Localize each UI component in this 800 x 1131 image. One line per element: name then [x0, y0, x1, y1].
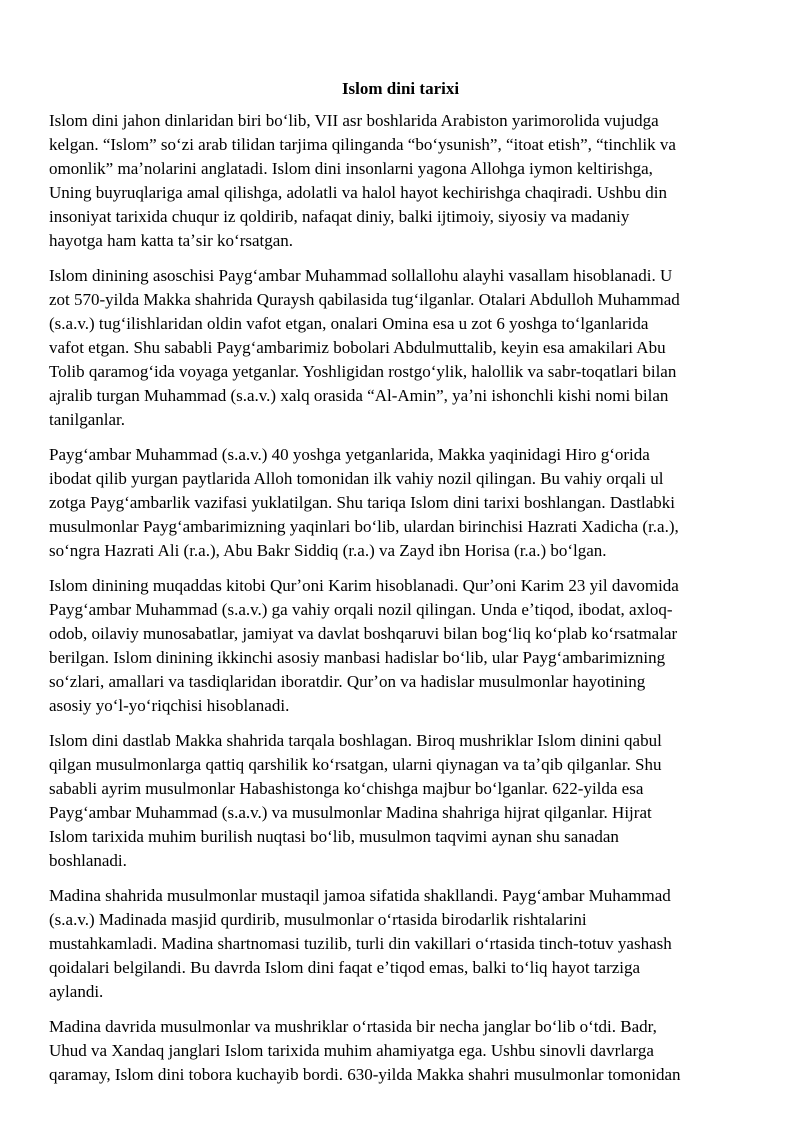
paragraph [49, 109, 752, 253]
paragraph-line: Madina shahrida musulmonlar mustaqil jamoa sifatida shakllandi. Paygʻambar Muhammad [49, 886, 671, 905]
paragraph-line: omonlik” maʼnolarini anglatadi. Islom dini insonlarni yagona Allohga iymon keltirishga, [49, 159, 653, 178]
paragraph-line: soʻzlari, amallari va tasdiqlaridan iboratdir. Qurʼon va hadislar musulmonlar hayotining [49, 672, 646, 691]
paragraph [49, 264, 752, 432]
paragraph-line: Islom dini jahon dinlaridan biri boʻlib, VII asr boshlarida Arabiston yarimorolida vujudga [49, 111, 659, 130]
paragraph-line: Tolib qaramogʻida voyaga yetganlar. Yoshligidan rostgoʻylik, halollik va sabr-toqatlari bilan [49, 362, 677, 381]
paragraph-line: Islom dini dastlab Makka shahrida tarqala boshlagan. Biroq mushriklar Islom dinini qabul [49, 731, 662, 750]
paragraph-line: Paygʻambar Muhammad (s.a.v.) va musulmonlar Madina shahriga hijrat qilganlar. Hijrat [49, 803, 652, 822]
paragraph [49, 574, 752, 718]
paragraph-line: Paygʻambar Muhammad (s.a.v.) 40 yoshga yetganlarida, Makka yaqinidagi Hiro gʻorida [49, 445, 650, 464]
paragraph-line: insoniyat tarixida chuqur iz qoldirib, nafaqat diniy, balki ijtimoiy, siyosiy va madaniy [49, 207, 630, 226]
paragraph-line: Islom dinining muqaddas kitobi Qurʼoni Karim hisoblanadi. Qurʼoni Karim 23 yil davomida [49, 576, 679, 595]
paragraph-line: Islom dinining asoschisi Paygʻambar Muhammad sollallohu alayhi vasallam hisoblanadi. U [49, 266, 673, 285]
paragraph-line: soʻngra Hazrati Ali (r.a.), Abu Bakr Siddiq (r.a.) va Zayd ibn Horisa (r.a.) boʻlgan. [49, 541, 607, 560]
paragraph-line: sababli ayrim musulmonlar Habashistonga koʻchishga majbur boʻlganlar. 622-yilda esa [49, 779, 644, 798]
paragraph-line: ajralib turgan Muhammad (s.a.v.) xalq orasida “Al-Amin”, yaʼni ishonchli kishi nomi bilan [49, 386, 669, 405]
paragraph-line: ibodat qilib yurgan paytlarida Alloh tomonidan ilk vahiy nozil qilingan. Bu vahiy orqali ul [49, 469, 664, 488]
paragraph-line: berilgan. Islom dinining ikkinchi asosiy manbasi hadislar boʻlib, ular Paygʻambarimizning [49, 648, 666, 667]
paragraph-line: boshlanadi. [49, 851, 127, 870]
paragraph-line: zot 570-yilda Makka shahrida Quraysh qabilasida tugʻilganlar. Otalari Abdulloh Muhammad [49, 290, 680, 309]
paragraph-line: Madina davrida musulmonlar va mushriklar oʻrtasida bir necha janglar boʻlib oʻtdi. Badr, [49, 1017, 657, 1036]
paragraph-line: asosiy yoʻl-yoʻriqchisi hisoblanadi. [49, 696, 290, 715]
paragraph-line: mustahkamladi. Madina shartnomasi tuzilib, turli din vakillari oʻrtasida tinch-totuv yashash [49, 934, 672, 953]
paragraph-line: Islom tarixida muhim burilish nuqtasi boʻlib, musulmon taqvimi aynan shu sanadan [49, 827, 619, 846]
paragraph-line: (s.a.v.) tugʻilishlaridan oldin vafot etgan, onalari Omina esa u zot 6 yoshga toʻlganlarida [49, 314, 649, 333]
paragraph [49, 443, 752, 563]
paragraph-line: qoidalari belgilandi. Bu davrda Islom dini faqat eʼtiqod emas, balki toʻliq hayot tarziga [49, 958, 641, 977]
paragraph-line: qaramay, Islom dini tobora kuchayib bordi. 630-yilda Makka shahri musulmonlar tomonidan [49, 1065, 681, 1084]
paragraph-line: Uhud va Xandaq janglari Islom tarixida muhim ahamiyatga ega. Ushbu sinovli davrlarga [49, 1041, 654, 1060]
paragraph-line: vafot etgan. Shu sababli Paygʻambarimiz bobolari Abdulmuttalib, keyin esa amakilari Abu [49, 338, 666, 357]
paragraph [49, 1015, 752, 1087]
paragraph-line: tanilganlar. [49, 410, 126, 429]
paragraph-line: Uning buyruqlariga amal qilishga, adolatli va halol hayot kechirishga chaqiradi. Ushbu din [49, 183, 667, 202]
document-title: Islom dini tarixi [341, 79, 460, 98]
paragraph [49, 729, 752, 873]
paragraph-line: Paygʻambar Muhammad (s.a.v.) ga vahiy orqali nozil qilingan. Unda eʼtiqod, ibodat, axloq- [49, 600, 673, 619]
paragraph [49, 884, 752, 1004]
paragraph-line: musulmonlar Paygʻambarimizning yaqinlari boʻlib, ulardan birinchisi Hazrati Xadicha (r.a.), [49, 517, 679, 536]
paragraph-line: aylandi. [49, 982, 104, 1001]
paragraph-line: zotga Paygʻambarlik vazifasi yuklatilgan. Shu tariqa Islom dini tarixi boshlangan. Dastlabki [49, 493, 676, 512]
paragraph-line: (s.a.v.) Madinada masjid qurdirib, musulmonlar oʻrtasida birodarlik rishtalarini [49, 910, 587, 929]
paragraph-line: kelgan. “Islom” soʻzi arab tilidan tarjima qilinganda “boʻysunish”, “itoat etish”, “tinchlik va [49, 135, 676, 154]
paragraph-line: qilgan musulmonlarga qattiq qarshilik koʻrsatgan, ularni qiynagan va taʼqib qilganlar. Shu [49, 755, 662, 774]
paragraph-line: hayotga ham katta taʼsir koʻrsatgan. [49, 231, 294, 250]
paragraph-line: odob, oilaviy munosabatlar, jamiyat va davlat boshqaruvi bilan bogʻliq koʻplab koʻrsatmalar [49, 624, 678, 643]
document-body [49, 109, 752, 1087]
